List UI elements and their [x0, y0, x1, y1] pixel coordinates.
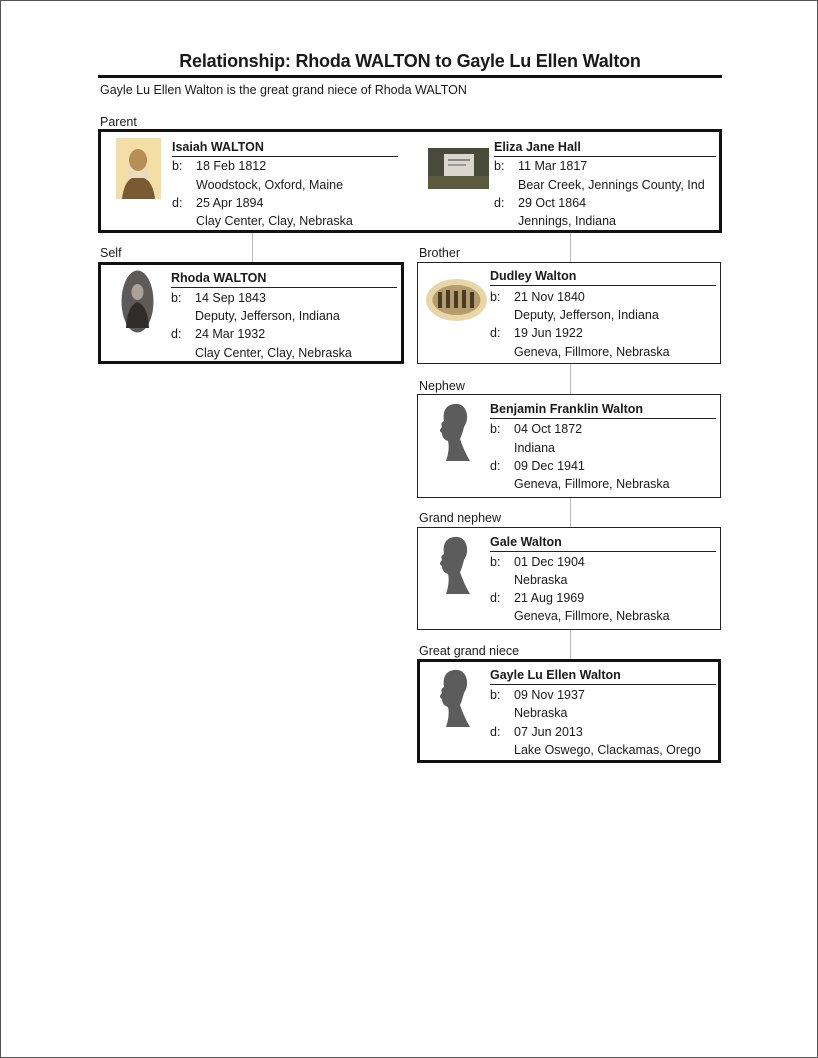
birth-date: b: 09 Nov 1937 — [490, 688, 585, 702]
death-date: d: 24 Mar 1932 — [171, 327, 266, 341]
person-name: Dudley Walton — [490, 269, 716, 286]
death-place: Clay Center, Clay, Nebraska — [195, 346, 352, 360]
death-date: d: 07 Jun 2013 — [490, 725, 583, 739]
birth-place: Woodstock, Oxford, Maine — [196, 178, 344, 192]
group-photo — [426, 279, 487, 321]
brother-label: Brother — [419, 246, 460, 260]
death-date: d: 29 Oct 1864 — [494, 196, 587, 210]
birth-date: b: 11 Mar 1817 — [494, 159, 588, 173]
death-place: Geneva, Fillmore, Nebraska — [514, 477, 670, 491]
person-name: Benjamin Franklin Walton — [490, 402, 716, 419]
death-place: Jennings, Indiana — [518, 214, 616, 228]
birth-date: b: 18 Feb 1812 — [172, 159, 267, 173]
connector-line — [570, 630, 571, 659]
nephew-label: Nephew — [419, 379, 465, 393]
birth-date: b: 01 Dec 1904 — [490, 555, 585, 569]
portrait-photo — [121, 270, 154, 333]
birth-place: Indiana — [514, 441, 556, 455]
death-place: Geneva, Fillmore, Nebraska — [514, 609, 670, 623]
person-name: Gale Walton — [490, 535, 716, 552]
birth-place: Nebraska — [514, 573, 568, 587]
person-card-isaiah[interactable] — [101, 132, 411, 230]
page-title: Relationship: Rhoda WALTON to Gayle Lu Ellen Walton — [179, 51, 641, 71]
grand-nephew-label: Grand nephew — [419, 511, 502, 525]
birth-place: Nebraska — [514, 706, 568, 720]
death-place: Clay Center, Clay, Nebraska — [196, 214, 353, 228]
person-card-rhoda[interactable] — [98, 262, 404, 364]
person-card-gayle[interactable] — [417, 659, 721, 763]
birth-place: Bear Creek, Jennings County, Ind — [518, 178, 705, 192]
birth-date: b: 14 Sep 1843 — [171, 291, 266, 305]
self-label: Self — [100, 246, 122, 260]
great-grand-niece-label: Great grand niece — [419, 644, 520, 658]
death-date: d: 09 Dec 1941 — [490, 459, 585, 473]
person-card-benjamin[interactable] — [417, 394, 721, 498]
birth-date: b: 21 Nov 1840 — [490, 290, 585, 304]
connector-line — [570, 498, 571, 527]
headstone-photo — [428, 148, 489, 189]
silhouette-icon — [436, 534, 474, 596]
birth-date: b: 04 Oct 1872 — [490, 422, 583, 436]
death-date: d: 19 Jun 1922 — [490, 326, 583, 340]
connector-line — [252, 232, 253, 262]
silhouette-icon — [436, 401, 474, 463]
connector-line — [570, 364, 571, 394]
portrait-photo — [116, 138, 161, 199]
connector-line — [570, 232, 571, 262]
title-divider — [98, 75, 722, 78]
relationship-summary: Gayle Lu Ellen Walton is the great grand niece of Rhoda WALTON — [100, 83, 467, 97]
person-card-eliza[interactable] — [419, 132, 719, 230]
person-name: Gayle Lu Ellen Walton — [490, 668, 716, 685]
person-name: Isaiah WALTON — [172, 140, 398, 157]
person-name: Eliza Jane Hall — [494, 140, 716, 157]
person-card-dudley[interactable] — [417, 262, 721, 364]
parent-label: Parent — [100, 115, 137, 129]
silhouette-icon — [436, 667, 474, 729]
birth-place: Deputy, Jefferson, Indiana — [514, 308, 659, 322]
death-place: Geneva, Fillmore, Nebraska — [514, 345, 670, 359]
death-date: d: 25 Apr 1894 — [172, 196, 264, 210]
person-name: Rhoda WALTON — [171, 271, 397, 288]
death-date: d: 21 Aug 1969 — [490, 591, 585, 605]
parents-box — [98, 129, 722, 233]
birth-place: Deputy, Jefferson, Indiana — [195, 309, 340, 323]
person-card-gale[interactable] — [417, 527, 721, 630]
death-place: Lake Oswego, Clackamas, Orego — [514, 743, 701, 757]
